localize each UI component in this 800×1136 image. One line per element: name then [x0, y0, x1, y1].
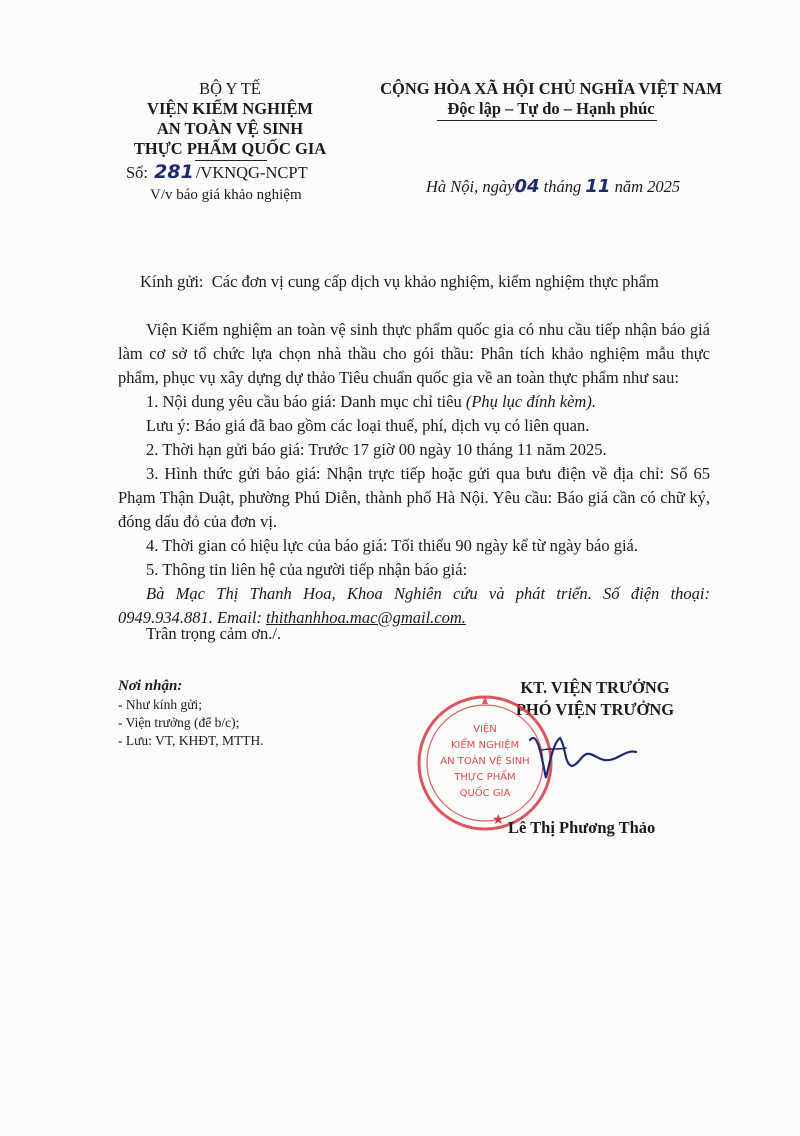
document-number — [126, 160, 308, 185]
institute-name-line3: THỰC PHẨM QUỐC GIA — [133, 139, 327, 158]
stamp-line-4: THỰC PHẨM — [454, 772, 516, 783]
country-name: CỘNG HÒA XÃ HỘI CHỦ NGHĨA VIỆT NAM — [380, 79, 722, 98]
recipient-item: - Viện trưởng (để b/c); — [118, 715, 240, 730]
motto-underline — [437, 120, 657, 121]
stamp-line-5: QUỐC GIA — [459, 788, 511, 799]
stamp-line-3: AN TOÀN VỆ SINH — [440, 756, 530, 767]
signature-title-2: PHÓ VIỆN TRƯỞNG — [515, 700, 675, 719]
star-mark: ★ — [492, 813, 505, 828]
note: Lưu ý: Báo giá đã bao gồm các loại thuế, phí, dịch vụ có liên quan. — [146, 416, 590, 435]
document-subject: V/v báo giá khảo nghiệm — [150, 187, 302, 203]
handwritten-number: 281 — [154, 161, 194, 183]
closing: Trân trọng cảm ơn./. — [146, 624, 282, 643]
salutation-recipients: Các đơn vị cung cấp dịch vụ khảo nghiệm, kiểm nghiệm thực phẩm — [211, 272, 659, 291]
contact-text: Bà Mạc Thị Thanh Hoa, Khoa Nghiên cứu và phát triển. Số điện thoại: 0949.934.881. Email: — [118, 584, 710, 627]
year-label: năm 2025 — [614, 177, 681, 196]
number-label: Số: — [126, 163, 149, 182]
recipient-item: - Như kính gửi; — [118, 697, 203, 712]
item-1 — [146, 390, 596, 414]
signer-name: Lê Thị Phương Thảo — [508, 818, 656, 837]
recipients-title: Nơi nhận: — [118, 678, 183, 694]
handwritten-day: 04 — [514, 176, 540, 197]
recipient-item: - Lưu: VT, KHĐT, MTTH. — [118, 733, 264, 748]
salutation-label: Kính gửi: — [140, 272, 204, 291]
recipients-list — [118, 696, 264, 750]
place-date — [426, 175, 680, 199]
item-2: 2. Thời hạn gửi báo giá: Trước 17 giờ 00 ngày 10 tháng 11 năm 2025. — [146, 440, 607, 459]
item-5: 5. Thông tin liên hệ của người tiếp nhận báo giá: — [146, 560, 468, 579]
item-3: 3. Hình thức gửi báo giá: Nhận trực tiếp hoặc gửi qua bưu điện về địa chỉ: Số 65 Phạm Thận Duật, phường Phú Diễn, thành phố Hà Nội. Yêu cầu: Báo giá cần có chữ ký, đóng dấu đỏ của đơn vị. — [118, 464, 710, 531]
number-suffix: /VKNQG-NCPT — [195, 163, 308, 182]
signature-scribble — [520, 720, 640, 790]
item-1-text: 1. Nội dung yêu cầu báo giá: Danh mục chỉ tiêu — [146, 392, 462, 411]
stamp-line-2: KIỂM NGHIỆM — [450, 740, 520, 751]
contact-email[interactable]: thithanhhoa.mac@gmail.com. — [266, 608, 466, 627]
institute-name-line1: VIỆN KIỂM NGHIỆM — [147, 99, 313, 118]
intro-paragraph: Viện Kiểm nghiệm an toàn vệ sinh thực phẩm quốc gia có nhu cầu tiếp nhận báo giá làm cơ sở tổ chức lựa chọn nhà thầu cho gói thầu: Phân tích khảo nghiệm mẫu thực phẩm, phục vụ xây dựng dự thảo Tiêu chuẩn quốc gia về an toàn thực phẩm như sau: — [118, 320, 710, 387]
place-prefix: Hà Nội, ngày — [426, 177, 515, 196]
ministry-name: BỘ Y TẾ — [199, 79, 261, 98]
item-1-attachment: (Phụ lục đính kèm). — [465, 392, 596, 411]
signature-title-1: KT. VIỆN TRƯỞNG — [520, 678, 670, 697]
header-left — [110, 79, 350, 159]
national-motto: Độc lập – Tự do – Hạnh phúc — [447, 99, 655, 118]
month-label: tháng — [543, 177, 582, 196]
stamp-line-1: VIỆN — [473, 724, 497, 735]
institute-name-line2: AN TOÀN VỆ SINH — [156, 119, 304, 138]
salutation — [140, 270, 659, 294]
item-4: 4. Thời gian có hiệu lực của báo giá: Tối thiểu 90 ngày kể từ ngày báo giá. — [146, 536, 639, 555]
handwritten-month: 11 — [585, 176, 611, 197]
